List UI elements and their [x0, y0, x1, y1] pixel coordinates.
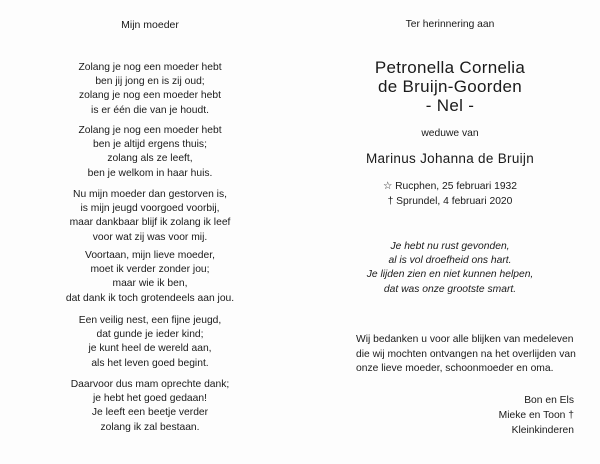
stanza-line: Nu mijn moeder dan gestorven is,: [73, 189, 227, 200]
stanza-line: als het leven goed begint.: [91, 357, 209, 369]
poem-line: dat was onze grootste smart.: [383, 283, 517, 295]
stanza-line: ben je altijd ergens thuis;: [93, 139, 207, 151]
stanza-6: [0, 378, 300, 435]
stanza-line: dat dank ik toch grotendeels aan jou.: [65, 292, 235, 304]
memorial-poem: [300, 240, 600, 297]
stanza-line: zolang ik zal bestaan.: [100, 421, 200, 433]
stanza-line: maar dankbaar blijf ik zolang ik leef: [69, 217, 231, 229]
stanza-5: [0, 314, 300, 371]
stanza-3: [0, 188, 300, 245]
stanza-line: zolang je nog een moeder hebt: [79, 90, 221, 102]
stanza-line: ben jij jong en is zij oud;: [95, 76, 205, 88]
signature-line: Kleinkinderen: [511, 424, 574, 436]
life-dates: [300, 180, 600, 209]
death-date: † Sprundel, 4 februari 2020: [387, 195, 513, 207]
stanza-line: je kunt heel de wereld aan,: [88, 343, 212, 355]
signatures: [499, 394, 574, 438]
deceased-nickname: - Nel -: [425, 96, 475, 115]
deceased-name-first: Petronella Cornelia: [374, 58, 526, 77]
stanza-1: [0, 61, 300, 118]
stanza-line: Daarvoor dus mam oprechte dank;: [70, 379, 230, 390]
stanza-line: is er één die van je houdt.: [91, 104, 209, 116]
poem-line: al is vol droefheid ons hart.: [388, 255, 512, 267]
stanza-line: Zolang je nog een moeder hebt: [78, 125, 222, 136]
stanza-line: Voortaan, mijn lieve moeder,: [85, 250, 215, 261]
stanza-line: ben je welkom in haar huis.: [87, 167, 213, 179]
spouse-name: Marinus Johanna de Bruijn: [365, 151, 535, 166]
stanza-line: maar wie ik ben,: [112, 278, 188, 290]
stanza-4: [0, 249, 300, 306]
stanza-line: is mijn jeugd voorgoed voorbij,: [80, 203, 220, 215]
thank-you-note: [356, 333, 596, 377]
stanza-line: je hebt het goed gedaan!: [93, 393, 207, 405]
stanza-line: zolang als ze leeft,: [107, 153, 193, 165]
stanza-2: [0, 124, 300, 181]
thanks-line: Wij bedanken u voor alle blijken van medeleven: [356, 334, 574, 345]
stanza-line: Zolang je nog een moeder hebt: [78, 62, 222, 73]
memorial-header: Ter herinnering aan: [405, 19, 495, 30]
thanks-line: onze lieve moeder, schoonmoeder en oma.: [356, 363, 554, 374]
birth-date: ☆ Rucphen, 25 februari 1932: [382, 181, 518, 192]
stanza-line: dat gunde je ieder kind;: [96, 329, 204, 341]
signature-line: Bon en Els: [524, 395, 574, 406]
stanza-line: Je leeft een beetje verder: [91, 407, 209, 419]
right-panel: [300, 0, 600, 464]
thanks-line: die wij mochten ontvangen na het overlijden van: [356, 348, 576, 360]
deceased-name-last: de Bruijn-Goorden: [377, 77, 522, 96]
poem-line: Je lijden zien en niet kunnen helpen,: [366, 269, 534, 281]
poem-line: Je hebt nu rust gevonden,: [390, 241, 510, 252]
widow-of-label: weduwe van: [421, 128, 479, 139]
stanza-line: Een veilig nest, een fijne jeugd,: [78, 315, 222, 326]
signature-line: Mieke en Toon †: [498, 409, 574, 421]
stanza-line: moet ik verder zonder jou;: [90, 264, 210, 276]
stanza-line: voor wat zij was voor mij.: [92, 231, 208, 243]
poem-title: Mijn moeder: [121, 19, 179, 31]
